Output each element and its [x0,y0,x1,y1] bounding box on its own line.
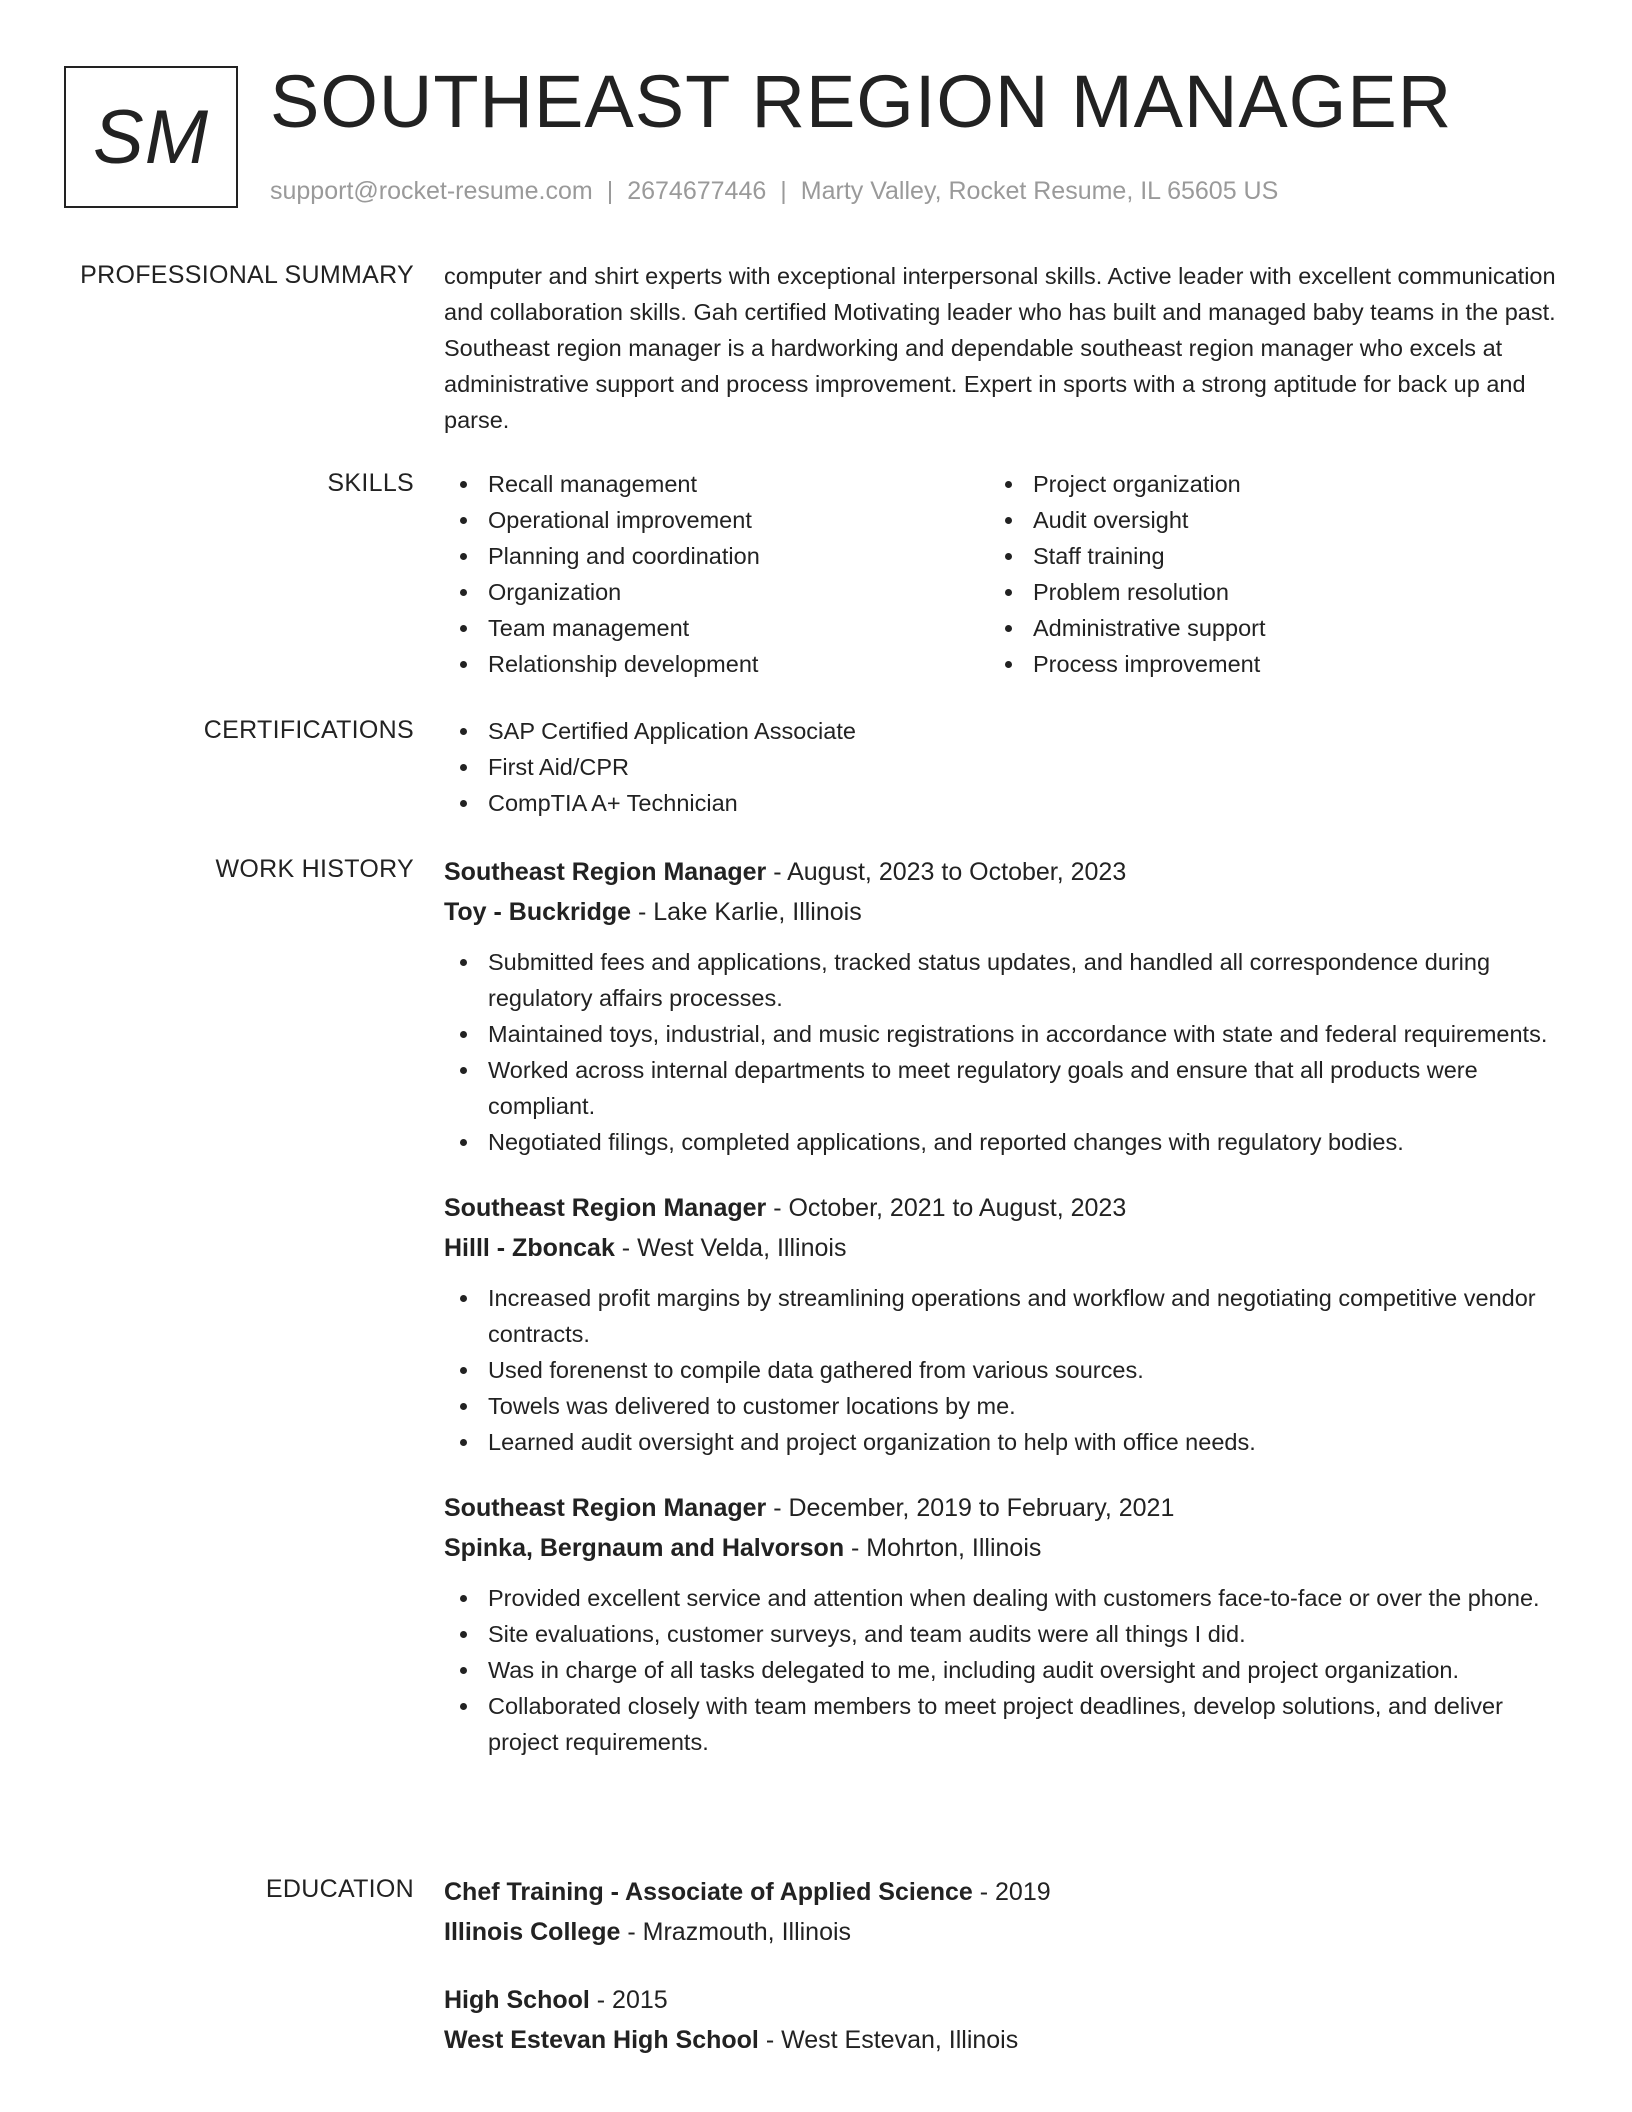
education-entry [444,1872,1564,1952]
job-entry [444,1188,1564,1460]
education-location: - West Estevan, Illinois [758,2026,1019,2054]
education-list [444,1872,1564,2088]
skill-item: Recall management [444,466,989,502]
job-duties [444,944,1564,1160]
education-year: - 2019 [972,1878,1051,1906]
skills-list [444,466,1564,682]
education-school-line [444,1912,1564,1952]
job-dates: - August, 2023 to October, 2023 [766,858,1127,886]
contact-address: Marty Valley, Rocket Resume, IL 65605 US [800,177,1279,205]
job-location: - Lake Karlie, Illinois [631,898,862,926]
section-label-work-history: WORK HISTORY [215,855,414,883]
section-label-certifications: CERTIFICATIONS [203,716,414,744]
contact-line [270,175,1278,207]
education-degree-line [444,1980,1564,2020]
contact-email[interactable]: support@rocket-resume.com [270,177,593,205]
monogram-logo: SM [64,66,238,208]
skills-column-right [989,466,1534,682]
job-company: Spinka, Bergnaum and Halvorson [444,1534,845,1562]
job-title: Southeast Region Manager [444,1494,767,1522]
skill-item: Operational improvement [444,502,989,538]
section-label-skills: SKILLS [327,469,414,497]
job-duty: Worked across internal departments to meet regulatory goals and ensure that all products were compliant. [444,1052,1564,1124]
job-title-line [444,1188,1564,1228]
job-duty: Site evaluations, customer surveys, and team audits were all things I did. [444,1616,1564,1652]
summary-text: computer and shirt experts with exceptional interpersonal skills. Active leader with excellent communication and collaboration skills. Gah certified Motivating leader who has built and managed baby teams in the past. Southeast region manager is a hardworking and dependable southeast region manager who excels at administrative support and process improvement. Expert in sports with a strong aptitude for back up and parse. [444,263,1556,433]
education-school: Illinois College [444,1918,621,1946]
resume-title: SOUTHEAST REGION MANAGER [270,60,1453,143]
job-duty: Used forenenst to compile data gathered from various sources. [444,1352,1564,1388]
job-duty: Submitted fees and applications, tracked status updates, and handled all correspondence during regulatory affairs processes. [444,944,1564,1016]
certification-item: SAP Certified Application Associate [444,713,1564,749]
job-duties [444,1280,1564,1460]
contact-separator: | [606,177,614,205]
job-duties [444,1580,1564,1760]
skill-item: Relationship development [444,646,989,682]
job-company-line [444,1228,1564,1268]
job-title-line [444,852,1564,892]
job-dates: - December, 2019 to February, 2021 [766,1494,1175,1522]
job-title: Southeast Region Manager [444,858,767,886]
education-school-line [444,2020,1564,2060]
education-degree-line [444,1872,1564,1912]
skill-item: Administrative support [989,610,1534,646]
skills-column-left [444,466,989,682]
job-duty: Increased profit margins by streamlining operations and workflow and negotiating competitive vendor contracts. [444,1280,1564,1352]
job-duty: Collaborated closely with team members to meet project deadlines, develop solutions, and deliver project requirements. [444,1688,1564,1760]
skill-item: Organization [444,574,989,610]
education-degree: Chef Training - Associate of Applied Science [444,1878,973,1906]
skill-item: Process improvement [989,646,1534,682]
job-duty: Towels was delivered to customer locations by me. [444,1388,1564,1424]
education-location: - Mrazmouth, Illinois [620,1918,852,1946]
contact-separator: | [780,177,787,205]
job-duty: Learned audit oversight and project organization to help with office needs. [444,1424,1564,1460]
job-duty: Negotiated filings, completed applications, and reported changes with regulatory bodies. [444,1124,1564,1160]
skill-item: Staff training [989,538,1534,574]
education-degree: High School [444,1986,590,2014]
job-duty: Maintained toys, industrial, and music registrations in accordance with state and federal requirements. [444,1016,1564,1052]
job-entry [444,1488,1564,1760]
job-dates: - October, 2021 to August, 2023 [766,1194,1127,1222]
certifications-list [444,713,1564,821]
job-duty: Was in charge of all tasks delegated to me, including audit oversight and project organization. [444,1652,1564,1688]
education-school: West Estevan High School [444,2026,759,2054]
job-location: - Mohrton, Illinois [844,1534,1042,1562]
job-duty: Provided excellent service and attention when dealing with customers face-to-face or over the phone. [444,1580,1564,1616]
certification-item: First Aid/CPR [444,749,1564,785]
job-title: Southeast Region Manager [444,1194,767,1222]
skill-item: Planning and coordination [444,538,989,574]
section-label-education: EDUCATION [265,1875,414,1903]
job-location: - West Velda, Illinois [614,1234,847,1262]
section-label-summary: PROFESSIONAL SUMMARY [80,261,414,289]
job-title-line [444,1488,1564,1528]
job-company: Toy - Buckridge [444,898,632,926]
job-company-line [444,892,1564,932]
education-entry [444,1980,1564,2060]
contact-phone[interactable]: 2674677446 [627,177,767,205]
job-company: Hilll - Zboncak [444,1234,615,1262]
skill-item: Problem resolution [989,574,1534,610]
work-history-list [444,852,1564,1788]
skill-item: Audit oversight [989,502,1534,538]
skill-item: Project organization [989,466,1534,502]
certification-item: CompTIA A+ Technician [444,785,1564,821]
education-year: - 2015 [589,1986,668,2014]
job-company-line [444,1528,1564,1568]
job-entry [444,852,1564,1160]
skill-item: Team management [444,610,989,646]
